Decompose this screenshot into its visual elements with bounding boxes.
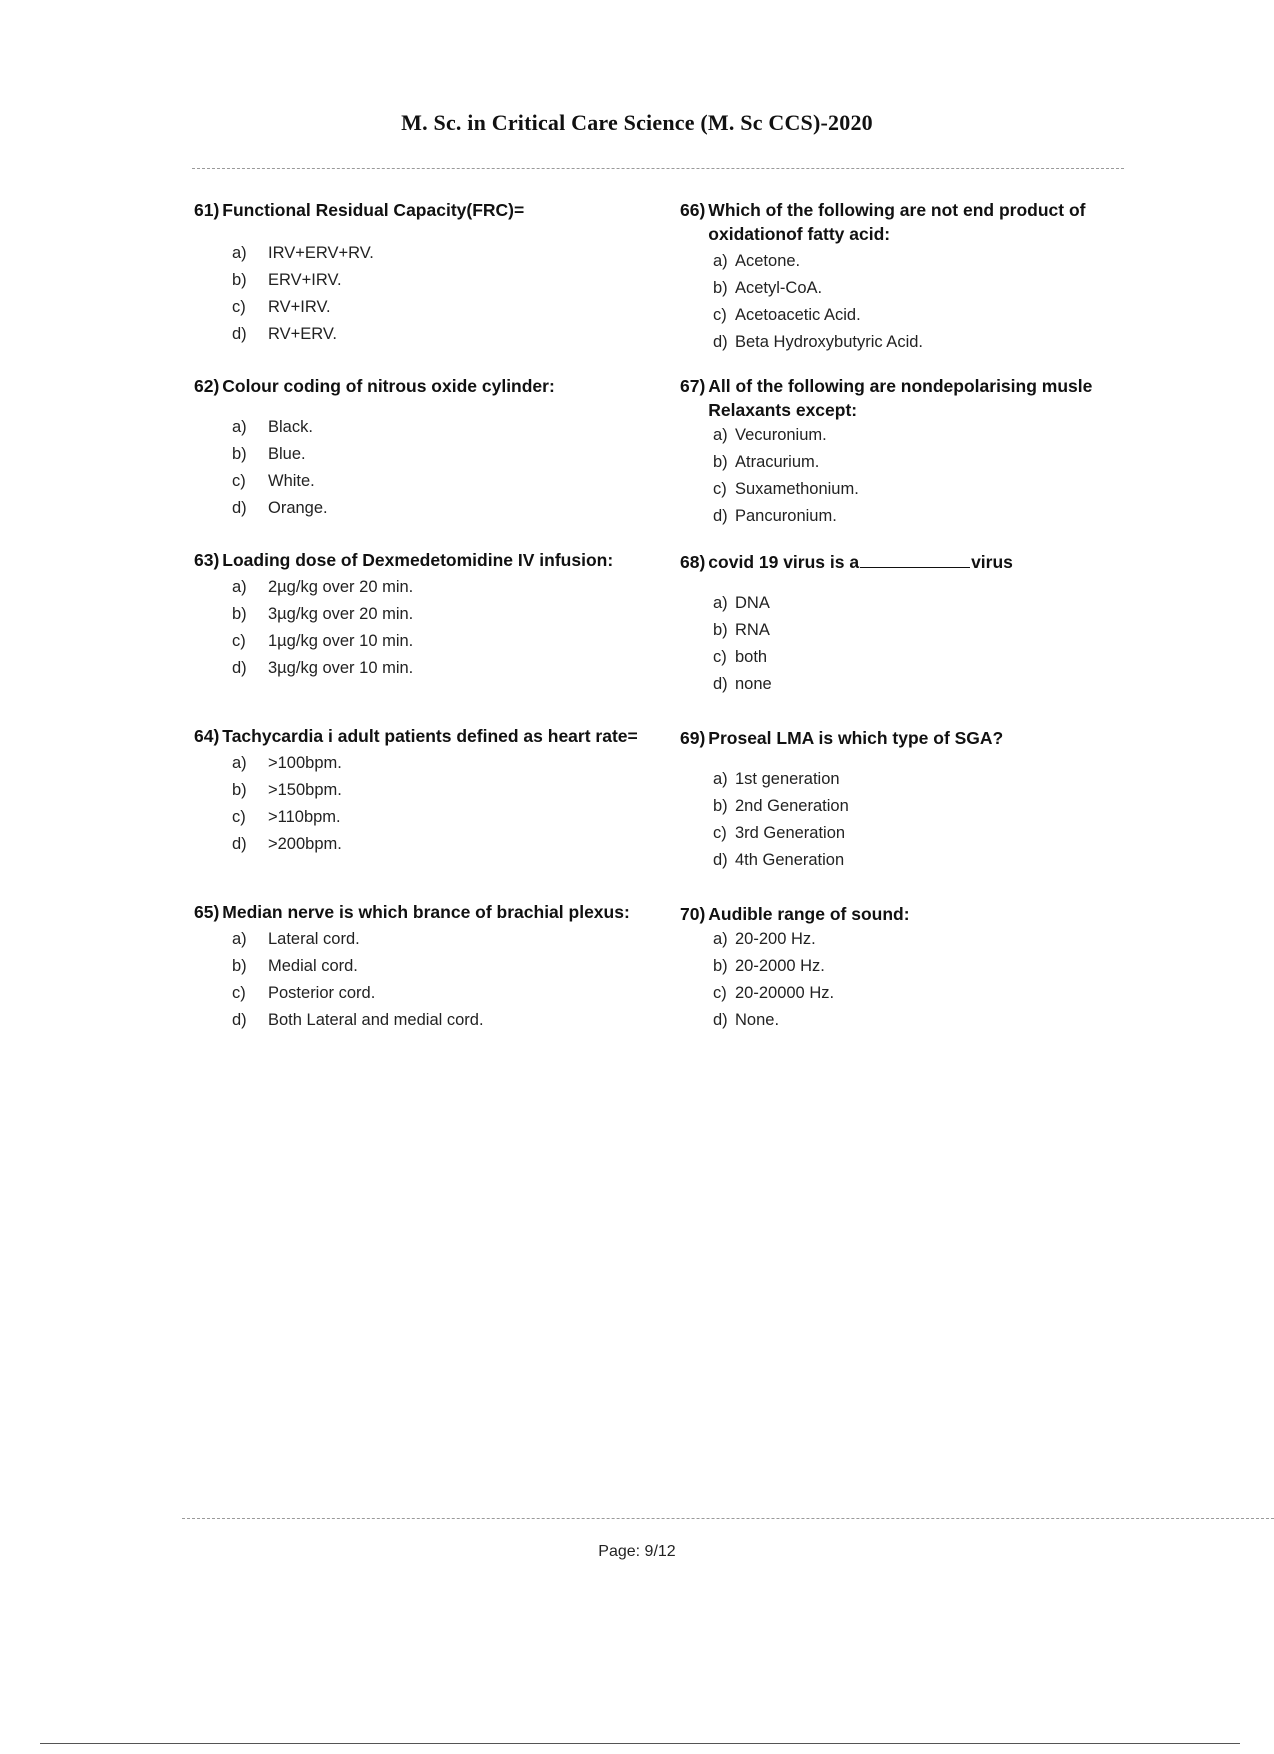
option-text: Acetyl-CoA. — [735, 279, 823, 297]
option-text: none — [735, 675, 772, 693]
option-a — [232, 414, 644, 441]
option-text: IRV+ERV+RV. — [268, 244, 374, 262]
option-d — [713, 847, 1130, 874]
option-label: a) — [713, 426, 728, 444]
option-text: both — [735, 648, 768, 666]
option-text: 1st generation — [735, 770, 840, 788]
option-label: b) — [713, 957, 728, 975]
question-number: 64) — [194, 726, 220, 746]
option-list — [194, 926, 644, 1034]
option-d — [713, 503, 1130, 530]
option-text: 3µg/kg over 10 min. — [268, 659, 414, 677]
option-text: >150bpm. — [268, 781, 342, 799]
option-text: >100bpm. — [268, 754, 342, 772]
option-text: 3rd Generation — [735, 824, 846, 842]
option-text: 20-20000 Hz. — [735, 984, 835, 1002]
option-label: a) — [713, 252, 728, 270]
header-divider — [192, 168, 1124, 169]
option-text: Beta Hydroxybutyric Acid. — [735, 333, 923, 351]
option-label: b) — [713, 279, 728, 297]
question-69 — [680, 726, 1130, 874]
question-number: 61) — [194, 200, 220, 220]
question-text-after: virus — [971, 552, 1013, 572]
option-list — [680, 590, 1130, 698]
option-a — [713, 766, 1130, 793]
option-text: Suxamethonium. — [735, 480, 859, 498]
option-text: 3µg/kg over 20 min. — [268, 605, 414, 623]
question-66 — [680, 198, 1130, 356]
option-text: 2µg/kg over 20 min. — [268, 578, 414, 596]
option-text: DNA — [735, 594, 770, 612]
option-text: RV+ERV. — [268, 325, 337, 343]
option-label: a) — [232, 930, 247, 948]
question-number: 67) — [680, 376, 706, 396]
option-a — [232, 240, 644, 267]
question-number: 63) — [194, 550, 220, 570]
fill-in-blank — [860, 551, 970, 568]
option-label: b) — [232, 957, 247, 975]
option-d — [713, 1007, 1130, 1034]
option-label: a) — [713, 770, 728, 788]
question-number: 62) — [194, 376, 220, 396]
option-b — [232, 601, 644, 628]
option-c — [713, 980, 1130, 1007]
question-text: Functional Residual Capacity(FRC)= — [222, 200, 525, 220]
option-b — [232, 777, 644, 804]
question-number: 65) — [194, 902, 220, 922]
option-text: >200bpm. — [268, 835, 342, 853]
option-label: a) — [232, 418, 247, 436]
question-text: Audible range of sound: — [708, 904, 910, 924]
question-stem — [680, 198, 1130, 246]
option-text: >110bpm. — [268, 808, 341, 826]
option-text: Black. — [268, 418, 313, 436]
page-title: M. Sc. in Critical Care Science (M. Sc CCS)-2020 — [401, 110, 873, 135]
page-bottom-rule — [40, 1743, 1240, 1744]
question-text: All of the following are nondepolarising musle Relaxants except: — [708, 376, 1093, 420]
question-67 — [680, 374, 1130, 530]
option-label: d) — [713, 1011, 728, 1029]
option-text: Lateral cord. — [268, 930, 360, 948]
question-number: 69) — [680, 728, 706, 748]
question-text: Median nerve is which brance of brachial plexus: — [222, 902, 630, 922]
question-63 — [194, 548, 644, 682]
option-text: Acetoacetic Acid. — [735, 306, 861, 324]
option-c — [713, 644, 1130, 671]
option-c — [232, 804, 644, 831]
option-c — [232, 294, 644, 321]
option-label: d) — [232, 835, 247, 853]
option-b — [232, 267, 644, 294]
option-a — [713, 248, 1130, 275]
option-text: Blue. — [268, 445, 306, 463]
question-text: Colour coding of nitrous oxide cylinder: — [222, 376, 555, 396]
option-d — [232, 495, 644, 522]
option-list — [194, 240, 644, 348]
option-c — [232, 468, 644, 495]
option-label: a) — [713, 930, 728, 948]
option-list — [680, 422, 1130, 530]
option-label: b) — [713, 453, 728, 471]
option-a — [713, 590, 1130, 617]
option-text: Pancuronium. — [735, 507, 837, 525]
option-label: d) — [232, 325, 247, 343]
option-text: Medial cord. — [268, 957, 358, 975]
option-label: d) — [713, 333, 728, 351]
option-text: ERV+IRV. — [268, 271, 342, 289]
option-text: Atracurium. — [735, 453, 820, 471]
option-text: Posterior cord. — [268, 984, 376, 1002]
question-70 — [680, 902, 1130, 1034]
question-stem — [194, 548, 644, 572]
question-text-before: covid 19 virus is a — [708, 552, 860, 572]
question-stem — [194, 900, 644, 924]
option-list — [680, 926, 1130, 1034]
option-label: a) — [232, 578, 247, 596]
option-label: c) — [713, 306, 727, 324]
option-text: Vecuronium. — [735, 426, 827, 444]
option-list — [680, 248, 1130, 356]
option-text: 4th Generation — [735, 851, 845, 869]
question-text: Which of the following are not end product of oxidationof fatty acid: — [708, 200, 1086, 244]
option-text: Both Lateral and medial cord. — [268, 1011, 484, 1029]
question-65 — [194, 900, 644, 1034]
option-label: c) — [232, 472, 246, 490]
option-text: 2nd Generation — [735, 797, 849, 815]
question-text: Loading dose of Dexmedetomidine IV infusion: — [222, 550, 614, 570]
option-a — [232, 750, 644, 777]
option-a — [232, 574, 644, 601]
option-label: a) — [232, 754, 247, 772]
option-a — [713, 926, 1130, 953]
option-list — [194, 414, 644, 522]
question-number: 66) — [680, 200, 706, 220]
option-text: White. — [268, 472, 315, 490]
option-text: RV+IRV. — [268, 298, 331, 316]
question-number: 68) — [680, 552, 706, 572]
question-stem — [680, 374, 1130, 422]
question-stem — [680, 726, 1130, 750]
option-c — [232, 980, 644, 1007]
option-label: b) — [232, 445, 247, 463]
option-text: RNA — [735, 621, 770, 639]
question-stem — [194, 374, 644, 398]
option-list — [194, 574, 644, 682]
option-b — [713, 953, 1130, 980]
option-label: c) — [232, 984, 246, 1002]
option-text: Orange. — [268, 499, 328, 517]
question-stem — [194, 724, 644, 748]
option-text: 20-2000 Hz. — [735, 957, 825, 975]
option-c — [713, 820, 1130, 847]
option-text: None. — [735, 1011, 780, 1029]
option-b — [713, 793, 1130, 820]
option-label: a) — [232, 244, 247, 262]
question-68 — [680, 550, 1130, 698]
option-b — [232, 441, 644, 468]
option-a — [232, 926, 644, 953]
option-label: c) — [713, 984, 727, 1002]
page-number: Page: 9/12 — [598, 1543, 676, 1560]
option-label: b) — [232, 605, 247, 623]
option-label: c) — [713, 648, 727, 666]
option-label: d) — [232, 499, 247, 517]
option-label: c) — [713, 824, 727, 842]
question-64 — [194, 724, 644, 858]
question-text: Proseal LMA is which type of SGA? — [708, 728, 1004, 748]
option-b — [232, 953, 644, 980]
option-label: d) — [713, 675, 728, 693]
option-d — [713, 329, 1130, 356]
option-d — [232, 1007, 644, 1034]
option-label: d) — [232, 659, 247, 677]
option-label: a) — [713, 594, 728, 612]
option-label: d) — [713, 507, 728, 525]
option-c — [232, 628, 644, 655]
question-62 — [194, 374, 644, 522]
option-list — [680, 766, 1130, 874]
option-label: d) — [232, 1011, 247, 1029]
question-stem — [194, 198, 644, 222]
option-label: b) — [713, 621, 728, 639]
option-label: c) — [713, 480, 727, 498]
footer-divider — [182, 1518, 1274, 1519]
question-text: Tachycardia i adult patients defined as heart rate= — [222, 726, 638, 746]
option-list — [194, 750, 644, 858]
option-label: c) — [232, 298, 246, 316]
option-b — [713, 275, 1130, 302]
question-number: 70) — [680, 904, 706, 924]
option-c — [713, 476, 1130, 503]
option-d — [232, 655, 644, 682]
option-label: c) — [232, 632, 246, 650]
option-text: Acetone. — [735, 252, 801, 270]
question-text — [708, 550, 1130, 574]
option-b — [713, 449, 1130, 476]
option-label: b) — [232, 781, 247, 799]
option-label: c) — [232, 808, 246, 826]
question-stem — [680, 550, 1130, 574]
option-c — [713, 302, 1130, 329]
option-a — [713, 422, 1130, 449]
option-d — [232, 321, 644, 348]
option-text: 1µg/kg over 10 min. — [268, 632, 414, 650]
option-d — [713, 671, 1130, 698]
question-stem — [680, 902, 1130, 926]
option-label: d) — [713, 851, 728, 869]
option-b — [713, 617, 1130, 644]
option-label: b) — [713, 797, 728, 815]
option-label: b) — [232, 271, 247, 289]
option-text: 20-200 Hz. — [735, 930, 816, 948]
option-d — [232, 831, 644, 858]
question-61 — [194, 198, 644, 348]
